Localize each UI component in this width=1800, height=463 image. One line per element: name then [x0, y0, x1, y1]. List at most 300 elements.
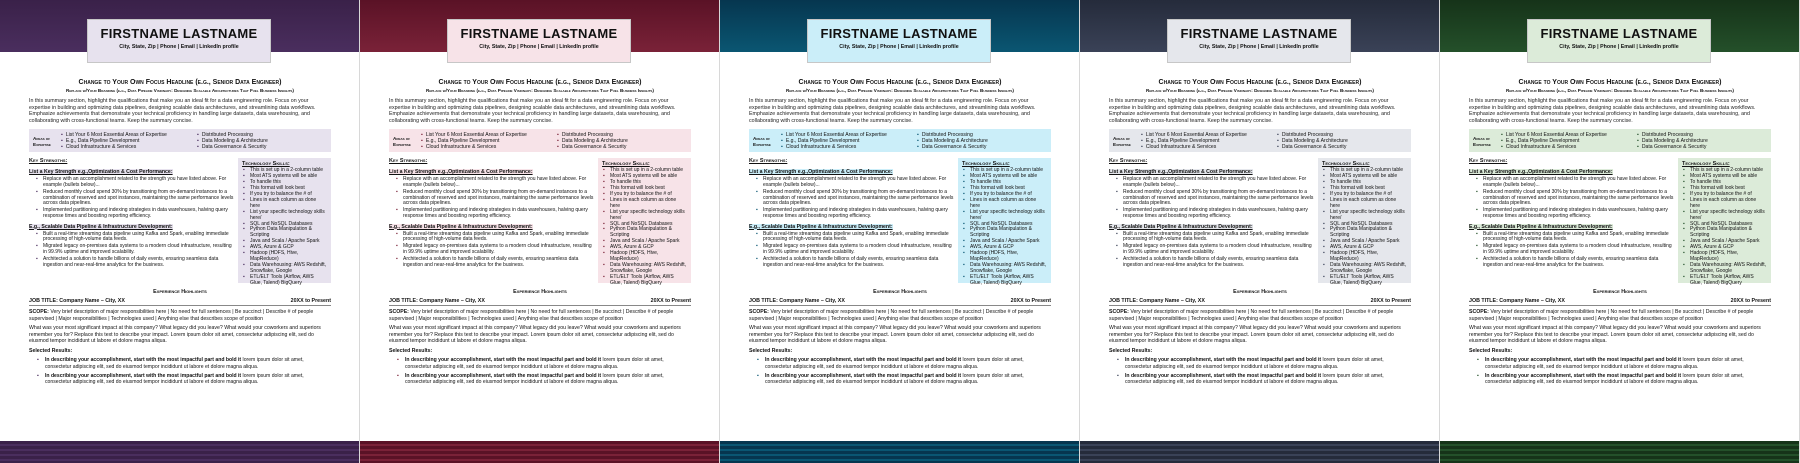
strength-bullet: ▪ Replace with an accomplishment related to the strength you have listed above. For example (bullets below)...	[43, 177, 234, 188]
strength-bullet: ▪ Built a real-time streaming data pipeline using Kafka and Spark, enabling immediate processing of high-volume data feeds.	[1123, 232, 1314, 243]
job-title-row	[1469, 298, 1771, 306]
result-bold: In describing your accomplishment, start with the most impactful part and bold it	[1485, 372, 1682, 379]
strength-heading-text: List a Key Strength e.g.,Optimization & Cost Performance:	[749, 169, 893, 176]
result-item	[1125, 373, 1411, 386]
tech-skill: ▪ SQL and NoSQL Databases	[605, 222, 687, 228]
strength-bullet: ▪ Built a real-time streaming data pipeline using Kafka and Spark, enabling immediate processing of high-volume data feeds.	[403, 232, 594, 243]
contact-line: City, State, Zip | Phone | Email | LinkedIn profile	[479, 44, 599, 50]
impact-paragraph: What was your most significant impact at this company? What legacy did you leave? What would your coworkers and superiors remember you for? Replace this text to describe your impact. Lorem ipsum dolor sit amet, consectetur adipiscing elit, sed do eiusmod tempor incididunt ut labore et dolore magna aliqua.	[1469, 325, 1761, 345]
scope-label: SCOPE:	[1109, 309, 1129, 316]
tech-skill: ▪ Data Warehousing: AWS Redshift, Snowflake, Google	[1325, 263, 1407, 275]
tech-skill: ▪ AWS, Azure & GCP	[1325, 245, 1407, 251]
tech-skill: ▪ Most ATS systems will be able	[245, 174, 327, 180]
key-strengths	[1109, 158, 1318, 283]
tech-skill: ▪ Hadoop (HDFS, Hive, MapReduce)	[1685, 251, 1767, 263]
resume-page-green	[1440, 0, 1800, 463]
name-box	[1167, 19, 1351, 63]
strength-bullet: ▪ Reduced monthly cloud spend 30% by transitioning from on-demand instances to a combination of reserved and spot instances, maintaining the same performance levels across data pipelines.	[763, 190, 954, 207]
footer-band	[0, 441, 359, 463]
result-item	[45, 357, 331, 370]
area-item: ▪ List Your 6 Most Essential Areas of Expertise	[61, 132, 191, 138]
area-item: ▪ Data Governance & Security	[197, 144, 327, 150]
strength-bullet: ▪ Reduced monthly cloud spend 30% by transitioning from on-demand instances to a combination of reserved and spot instances, maintaining the same performance levels across data pipelines.	[43, 190, 234, 207]
strength-bullet: ▪ Reduced monthly cloud spend 30% by transitioning from on-demand instances to a combination of reserved and spot instances, maintaining the same performance levels across data pipelines.	[403, 190, 594, 207]
tech-skill: ▪ Java and Scala / Apache Spark	[1685, 239, 1767, 245]
tech-skill: ▪ If you try to balance the # of	[1685, 192, 1767, 198]
strength-bullet: ▪ Built a real-time streaming data pipeline using Kafka and Spark, enabling immediate processing of high-volume data feeds.	[1483, 232, 1674, 243]
tech-skill: ▪ Most ATS systems will be able	[1685, 174, 1767, 180]
branding-statement: Replace w/Your Branding (e.g., Data Pipeline Visionary: Designing Scalable Architectures That Fuel Business Insights)	[1506, 88, 1734, 93]
scope-line	[1469, 309, 1771, 322]
strength-heading-text: E.g., Scalable Data Pipeline & Infrastructure Development:	[1469, 223, 1613, 230]
tech-skill: ▪ Most ATS systems will be able	[605, 174, 687, 180]
scope-text: Very brief description of major responsibilities here | No need for full sentences | Be succinct | Describe # of people supervised | Major responsibilities | Technologies used | Anything else that describes scope of position	[749, 309, 1034, 322]
summary-paragraph: In this summary section, highlight the qualifications that make you an ideal fit for a data engineering role. Focus on your expertise in building and optimizing data pipelines, designing scalable data architectures, and streamlining data workflows. Emphasize achievements that demonstrate your technical proficiency in handling large datasets, data warehousing, and collaborating with cross-functional teams. Keep the summary concise.	[29, 98, 316, 124]
tech-skill: ▪ If you try to balance the # of	[245, 192, 327, 198]
strength-heading	[1469, 224, 1674, 231]
results-list	[1485, 357, 1771, 385]
tech-skill: ▪ If you try to balance the # of	[1325, 192, 1407, 198]
result-bold: In describing your accomplishment, start with the most impactful part and bold it	[45, 372, 242, 379]
resume-page-purple	[0, 0, 360, 463]
tech-skill: ▪ This format will look best	[1685, 186, 1767, 192]
tech-skill: ▪ Python Data Manipulation & Scripting	[245, 227, 327, 239]
job-dates: 20XX to Present	[650, 298, 691, 305]
tech-heading: Technology Skills:	[1322, 161, 1370, 168]
strength-bullets	[403, 232, 594, 269]
tech-skill: ▪ If you try to balance the # of	[605, 192, 687, 198]
job-dates: 20XX to Present	[290, 298, 331, 305]
areas-grid	[61, 132, 327, 149]
strength-heading-text: E.g., Scalable Data Pipeline & Infrastructure Development:	[29, 223, 173, 230]
tech-skill: ▪ ETL/ELT Tools (Airflow, AWS Glue, Talend) BigQuery	[245, 275, 327, 287]
tech-skill: ▪ AWS, Azure & GCP	[965, 245, 1047, 251]
area-item: ▪ List Your 6 Most Essential Areas of Expertise	[1501, 132, 1631, 138]
summary-paragraph: In this summary section, highlight the qualifications that make you an ideal fit for a data engineering role. Focus on your expertise in building and optimizing data pipelines, designing scalable data architectures, and streamlining data workflows. Emphasize achievements that demonstrate your technical proficiency in handling large datasets, data warehousing, and collaborating with cross-functional teams. Keep the summary concise.	[1469, 98, 1756, 124]
tech-skill: ▪ This format will look best	[245, 186, 327, 192]
tech-skill: ▪ List your specific technology skills here/	[965, 210, 1047, 222]
scope-line	[29, 309, 331, 322]
key-strengths-heading: Key Strengths:	[749, 158, 788, 165]
technology-skills	[1318, 158, 1411, 286]
focus-headline: Change to Your Own Focus Headline (e.g., Senior Data Engineer)	[1518, 79, 1722, 86]
area-item: ▪ List Your 6 Most Essential Areas of Expertise	[781, 132, 911, 138]
result-text: lorem ipsum dolor sit amet, consectetur adipiscing elit, sed do eiusmod tempor incididunt ut labore et dolore magna aliqua.	[45, 372, 304, 386]
key-strengths-heading: Key Strengths:	[29, 158, 68, 165]
result-bold: In describing your accomplishment, start with the most impactful part and bold it	[1125, 372, 1322, 379]
tech-skill: ▪ To handle this	[1325, 180, 1407, 186]
result-text: lorem ipsum dolor sit amet, consectetur adipiscing elit, sed do eiusmod tempor incididunt ut labore et dolore magna aliqua.	[1125, 357, 1384, 370]
tech-skill: ▪ Most ATS systems will be able	[965, 174, 1047, 180]
footer-band	[720, 441, 1079, 463]
selected-results-label: Selected Results:	[749, 347, 793, 354]
tech-skill: ▪ ETL/ELT Tools (Airflow, AWS Glue, Talend) BigQuery	[1685, 275, 1767, 287]
strengths-and-skills	[1109, 158, 1411, 286]
area-item: ▪ Data Governance & Security	[1637, 144, 1767, 150]
result-item	[45, 373, 331, 386]
tech-heading: Technology Skills:	[962, 161, 1010, 168]
strengths-and-skills	[29, 158, 331, 286]
area-item: ▪ Data Modeling & Architecture	[1637, 138, 1767, 144]
strength-heading	[29, 224, 234, 231]
scope-text: Very brief description of major responsibilities here | No need for full sentences | Be succinct | Describe # of people supervised | Major responsibilities | Technologies used | Anything else that describes scope of position	[29, 309, 314, 322]
experience-heading: Experience Highlights	[153, 289, 207, 296]
footer-band	[1440, 441, 1799, 463]
area-item: ▪ Distributed Processing	[557, 132, 687, 138]
tech-skill: ▪ This is set up in a 2-column table	[605, 168, 687, 174]
tech-skill: ▪ Data Warehousing: AWS Redshift, Snowflake, Google	[605, 263, 687, 275]
scope-line	[1109, 309, 1411, 322]
result-text: lorem ipsum dolor sit amet, consectetur adipiscing elit, sed do eiusmod tempor incididunt ut labore et dolore magna aliqua.	[405, 372, 664, 386]
areas-of-expertise	[1469, 129, 1771, 152]
job-title: JOB TITLE: Company Name – City, XX	[1109, 298, 1205, 305]
experience-heading: Experience Highlights	[513, 289, 567, 296]
resume-content	[749, 78, 1051, 386]
strength-bullet: ▪ Architected a solution to handle billions of daily events, ensuring seamless data ingestion and near-real-time analytics for the business.	[403, 257, 594, 268]
strength-bullet: ▪ Architected a solution to handle billions of daily events, ensuring seamless data ingestion and near-real-time analytics for the business.	[763, 257, 954, 268]
tech-skill: ▪ Lines in each column as done here	[1685, 198, 1767, 210]
areas-grid	[1501, 132, 1767, 149]
strength-bullets	[763, 232, 954, 269]
focus-headline: Change to Your Own Focus Headline (e.g., Senior Data Engineer)	[438, 79, 642, 86]
key-strengths	[749, 158, 958, 283]
area-item: ▪ Distributed Processing	[917, 132, 1047, 138]
resume-content	[1109, 78, 1411, 386]
tech-skill: ▪ AWS, Azure & GCP	[245, 245, 327, 251]
strength-bullet: ▪ Replace with an accomplishment related to the strength you have listed above. For example (bullets below)...	[403, 177, 594, 188]
tech-skill: ▪ SQL and NoSQL Databases	[1685, 222, 1767, 228]
job-title: JOB TITLE: Company Name – City, XX	[389, 298, 485, 305]
strengths-and-skills	[389, 158, 691, 286]
experience-heading: Experience Highlights	[873, 289, 927, 296]
areas-of-expertise	[29, 129, 331, 152]
strength-heading	[1109, 169, 1314, 176]
tech-skill: ▪ To handle this	[245, 180, 327, 186]
strength-heading-text: E.g., Scalable Data Pipeline & Infrastructure Development:	[1109, 223, 1253, 230]
tech-skill: ▪ List your specific technology skills here/	[605, 210, 687, 222]
resume-content	[1469, 78, 1771, 386]
tech-skill: ▪ Java and Scala / Apache Spark	[245, 239, 327, 245]
strength-heading	[1469, 169, 1674, 176]
selected-results-label: Selected Results:	[1109, 347, 1153, 354]
tech-skill: ▪ Data Warehousing: AWS Redshift, Snowflake, Google	[965, 263, 1047, 275]
candidate-name: FIRSTNAME LASTNAME	[1540, 26, 1698, 41]
contact-line: City, State, Zip | Phone | Email | LinkedIn profile	[1199, 44, 1319, 50]
strength-heading-text: List a Key Strength e.g.,Optimization & Cost Performance:	[29, 169, 173, 176]
scope-label: SCOPE:	[749, 309, 769, 316]
strength-bullet: ▪ Migrated legacy on-premises data systems to a modern cloud infrastructure, resulting in 99.9% uptime and improved scalability.	[403, 244, 594, 255]
strength-bullets	[1123, 177, 1314, 219]
impact-paragraph: What was your most significant impact at this company? What legacy did you leave? What would your coworkers and superiors remember you for? Replace this text to describe your impact. Lorem ipsum dolor sit amet, consectetur adipiscing elit, sed do eiusmod tempor incididunt ut labore et dolore magna aliqua.	[749, 325, 1041, 345]
tech-skill: ▪ SQL and NoSQL Databases	[245, 222, 327, 228]
areas-grid	[781, 132, 1047, 149]
tech-skill-list	[1685, 168, 1767, 286]
name-box	[87, 19, 271, 63]
areas-label: Areas of Expertise	[753, 136, 771, 147]
experience-heading: Experience Highlights	[1593, 289, 1647, 296]
result-text: lorem ipsum dolor sit amet, consectetur adipiscing elit, sed do eiusmod tempor incididunt ut labore et dolore magna aliqua.	[765, 357, 1024, 370]
tech-skill: ▪ Hadoop (HDFS, Hive, MapReduce)	[245, 251, 327, 263]
area-item: ▪ E.g., Data Pipeline Development	[1141, 138, 1271, 144]
strength-heading	[1109, 224, 1314, 231]
tech-skill: ▪ Most ATS systems will be able	[1325, 174, 1407, 180]
strength-bullet: ▪ Architected a solution to handle billions of daily events, ensuring seamless data ingestion and near-real-time analytics for the business.	[43, 257, 234, 268]
areas-label: Areas of Expertise	[1113, 136, 1131, 147]
tech-skill: ▪ Java and Scala / Apache Spark	[965, 239, 1047, 245]
areas-label: Areas of Expertise	[1473, 136, 1491, 147]
technology-skills	[598, 158, 691, 286]
job-title-row	[1109, 298, 1411, 306]
technology-skills	[1678, 158, 1771, 286]
tech-skill: ▪ This format will look best	[605, 186, 687, 192]
tech-skill: ▪ Data Warehousing: AWS Redshift, Snowflake, Google	[245, 263, 327, 275]
strength-heading	[389, 169, 594, 176]
result-bold: In describing your accomplishment, start with the most impactful part and bold it	[765, 357, 962, 364]
strength-bullets	[43, 177, 234, 219]
area-item: ▪ Distributed Processing	[1277, 132, 1407, 138]
resume-page-teal	[720, 0, 1080, 463]
area-item: ▪ E.g., Data Pipeline Development	[421, 138, 551, 144]
tech-skill: ▪ To handle this	[605, 180, 687, 186]
result-text: lorem ipsum dolor sit amet, consectetur adipiscing elit, sed do eiusmod tempor incididunt ut labore et dolore magna aliqua.	[405, 357, 664, 370]
area-item: ▪ Data Governance & Security	[917, 144, 1047, 150]
summary-paragraph: In this summary section, highlight the qualifications that make you an ideal fit for a data engineering role. Focus on your expertise in building and optimizing data pipelines, designing scalable data architectures, and streamlining data workflows. Emphasize achievements that demonstrate your technical proficiency in handling large datasets, data warehousing, and collaborating with cross-functional teams. Keep the summary concise.	[1109, 98, 1396, 124]
job-dates: 20XX to Present	[1370, 298, 1411, 305]
branding-statement: Replace w/Your Branding (e.g., Data Pipeline Visionary: Designing Scalable Architectures That Fuel Business Insights)	[66, 88, 294, 93]
tech-skill: ▪ Lines in each column as done here	[965, 198, 1047, 210]
tech-skill: ▪ Java and Scala / Apache Spark	[1325, 239, 1407, 245]
strength-bullet: ▪ Implemented partitioning and indexing strategies in data warehouses, halving query response times and boosting reporting efficiency.	[43, 208, 234, 219]
strength-bullets	[43, 232, 234, 269]
result-bold: In describing your accomplishment, start with the most impactful part and bold it	[45, 357, 242, 364]
strength-heading-text: E.g., Scalable Data Pipeline & Infrastructure Development:	[389, 223, 533, 230]
area-item: ▪ Cloud Infrastructure & Services	[1141, 144, 1271, 150]
areas-of-expertise	[1109, 129, 1411, 152]
key-strengths-heading: Key Strengths:	[1109, 158, 1148, 165]
area-item: ▪ Data Modeling & Architecture	[557, 138, 687, 144]
tech-skill: ▪ This is set up in a 2-column table	[965, 168, 1047, 174]
branding-statement: Replace w/Your Branding (e.g., Data Pipeline Visionary: Designing Scalable Architectures That Fuel Business Insights)	[1146, 88, 1374, 93]
strength-bullet: ▪ Built a real-time streaming data pipeline using Kafka and Spark, enabling immediate processing of high-volume data feeds.	[763, 232, 954, 243]
areas-label: Areas of Expertise	[393, 136, 411, 147]
impact-paragraph: What was your most significant impact at this company? What legacy did you leave? What would your coworkers and superiors remember you for? Replace this text to describe your impact. Lorem ipsum dolor sit amet, consectetur adipiscing elit, sed do eiusmod tempor incididunt ut labore et dolore magna aliqua.	[1109, 325, 1401, 345]
key-strengths	[1469, 158, 1678, 283]
result-bold: In describing your accomplishment, start with the most impactful part and bold it	[765, 372, 962, 379]
focus-headline: Change to Your Own Focus Headline (e.g., Senior Data Engineer)	[78, 79, 282, 86]
area-item: ▪ List Your 6 Most Essential Areas of Expertise	[421, 132, 551, 138]
results-list	[405, 357, 691, 385]
strength-heading-text: E.g., Scalable Data Pipeline & Infrastructure Development:	[749, 223, 893, 230]
strength-bullets	[763, 177, 954, 219]
area-item: ▪ Cloud Infrastructure & Services	[421, 144, 551, 150]
areas-of-expertise	[389, 129, 691, 152]
tech-skill: ▪ Hadoop (HDFS, Hive, MapReduce)	[965, 251, 1047, 263]
areas-label: Areas of Expertise	[33, 136, 51, 147]
strength-bullet: ▪ Reduced monthly cloud spend 30% by transitioning from on-demand instances to a combination of reserved and spot instances, maintaining the same performance levels across data pipelines.	[1483, 190, 1674, 207]
selected-results-label: Selected Results:	[29, 347, 73, 354]
strength-heading	[29, 169, 234, 176]
result-bold: In describing your accomplishment, start with the most impactful part and bold it	[1125, 357, 1322, 364]
strength-bullets	[1483, 177, 1674, 219]
result-text: lorem ipsum dolor sit amet, consectetur adipiscing elit, sed do eiusmod tempor incididunt ut labore et dolore magna aliqua.	[1125, 372, 1384, 386]
strength-bullet: ▪ Implemented partitioning and indexing strategies in data warehouses, halving query response times and boosting reporting efficiency.	[763, 208, 954, 219]
area-item: ▪ Cloud Infrastructure & Services	[1501, 144, 1631, 150]
impact-paragraph: What was your most significant impact at this company? What legacy did you leave? What would your coworkers and superiors remember you for? Replace this text to describe your impact. Lorem ipsum dolor sit amet, consectetur adipiscing elit, sed do eiusmod tempor incididunt ut labore et dolore magna aliqua.	[29, 325, 321, 345]
scope-line	[389, 309, 691, 322]
strength-heading-text: List a Key Strength e.g.,Optimization & Cost Performance:	[389, 169, 533, 176]
tech-skill: ▪ List your specific technology skills here/	[245, 210, 327, 222]
result-text: lorem ipsum dolor sit amet, consectetur adipiscing elit, sed do eiusmod tempor incididunt ut labore et dolore magna aliqua.	[1485, 372, 1744, 386]
result-item	[405, 373, 691, 386]
strengths-and-skills	[749, 158, 1051, 286]
focus-headline: Change to Your Own Focus Headline (e.g., Senior Data Engineer)	[798, 79, 1002, 86]
name-box	[807, 19, 991, 63]
strength-bullet: ▪ Architected a solution to handle billions of daily events, ensuring seamless data ingestion and near-real-time analytics for the business.	[1483, 257, 1674, 268]
result-text: lorem ipsum dolor sit amet, consectetur adipiscing elit, sed do eiusmod tempor incididunt ut labore et dolore magna aliqua.	[45, 357, 304, 370]
tech-skill: ▪ AWS, Azure & GCP	[1685, 245, 1767, 251]
strength-heading	[749, 169, 954, 176]
resume-page-burgundy	[360, 0, 720, 463]
strength-heading-text: List a Key Strength e.g.,Optimization & Cost Performance:	[1109, 169, 1253, 176]
scope-text: Very brief description of major responsibilities here | No need for full sentences | Be succinct | Describe # of people supervised | Major responsibilities | Technologies used | Anything else that describes scope of position	[389, 309, 674, 322]
selected-results-label: Selected Results:	[1469, 347, 1513, 354]
tech-skill: ▪ List your specific technology skills here/	[1325, 210, 1407, 222]
area-item: ▪ E.g., Data Pipeline Development	[61, 138, 191, 144]
selected-results-label: Selected Results:	[389, 347, 433, 354]
job-title: JOB TITLE: Company Name – City, XX	[29, 298, 125, 305]
result-bold: In describing your accomplishment, start with the most impactful part and bold it	[405, 357, 602, 364]
impact-paragraph: What was your most significant impact at this company? What legacy did you leave? What would your coworkers and superiors remember you for? Replace this text to describe your impact. Lorem ipsum dolor sit amet, consectetur adipiscing elit, sed do eiusmod tempor incididunt ut labore et dolore magna aliqua.	[389, 325, 681, 345]
strength-bullet: ▪ Implemented partitioning and indexing strategies in data warehouses, halving query response times and boosting reporting efficiency.	[1483, 208, 1674, 219]
experience-heading: Experience Highlights	[1233, 289, 1287, 296]
area-item: ▪ Cloud Infrastructure & Services	[781, 144, 911, 150]
area-item: ▪ Data Governance & Security	[1277, 144, 1407, 150]
strength-bullets	[403, 177, 594, 219]
tech-skill: ▪ This is set up in a 2-column table	[245, 168, 327, 174]
tech-skill: ▪ Hadoop (HDFS, Hive, MapReduce)	[605, 251, 687, 263]
result-text: lorem ipsum dolor sit amet, consectetur adipiscing elit, sed do eiusmod tempor incididunt ut labore et dolore magna aliqua.	[1485, 357, 1744, 370]
tech-heading: Technology Skills:	[1682, 161, 1730, 168]
areas-grid	[1141, 132, 1407, 149]
tech-skill: ▪ ETL/ELT Tools (Airflow, AWS Glue, Talend) BigQuery	[965, 275, 1047, 287]
strength-bullets	[1483, 232, 1674, 269]
strength-bullet: ▪ Implemented partitioning and indexing strategies in data warehouses, halving query response times and boosting reporting efficiency.	[1123, 208, 1314, 219]
resume-content	[389, 78, 691, 386]
areas-grid	[421, 132, 687, 149]
tech-skill: ▪ This is set up in a 2-column table	[1685, 168, 1767, 174]
name-box	[1527, 19, 1711, 63]
strength-bullet: ▪ Replace with an accomplishment related to the strength you have listed above. For example (bullets below)...	[763, 177, 954, 188]
job-title-row	[389, 298, 691, 306]
result-item	[765, 357, 1051, 370]
tech-heading: Technology Skills:	[602, 161, 650, 168]
summary-paragraph: In this summary section, highlight the qualifications that make you an ideal fit for a data engineering role. Focus on your expertise in building and optimizing data pipelines, designing scalable data architectures, and streamlining data workflows. Emphasize achievements that demonstrate your technical proficiency in handling large datasets, data warehousing, and collaborating with cross-functional teams. Keep the summary concise.	[389, 98, 676, 124]
branding-statement: Replace w/Your Branding (e.g., Data Pipeline Visionary: Designing Scalable Architectures That Fuel Business Insights)	[426, 88, 654, 93]
area-item: ▪ List Your 6 Most Essential Areas of Expertise	[1141, 132, 1271, 138]
scope-label: SCOPE:	[29, 309, 49, 316]
scope-line	[749, 309, 1051, 322]
tech-skill: ▪ Lines in each column as done here	[245, 198, 327, 210]
key-strengths-heading: Key Strengths:	[389, 158, 428, 165]
result-item	[765, 373, 1051, 386]
tech-skill: ▪ This format will look best	[1325, 186, 1407, 192]
tech-skill: ▪ SQL and NoSQL Databases	[1325, 222, 1407, 228]
tech-skill: ▪ List your specific technology skills here/	[1685, 210, 1767, 222]
results-list	[765, 357, 1051, 385]
job-dates: 20XX to Present	[1730, 298, 1771, 305]
tech-skill: ▪ SQL and NoSQL Databases	[965, 222, 1047, 228]
tech-skill: ▪ This format will look best	[965, 186, 1047, 192]
tech-skill: ▪ Lines in each column as done here	[1325, 198, 1407, 210]
tech-skill: ▪ Python Data Manipulation & Scripting	[1685, 227, 1767, 239]
job-dates: 20XX to Present	[1010, 298, 1051, 305]
job-title: JOB TITLE: Company Name – City, XX	[749, 298, 845, 305]
results-list	[45, 357, 331, 385]
strength-bullet: ▪ Migrated legacy on-premises data systems to a modern cloud infrastructure, resulting in 99.9% uptime and improved scalability.	[1483, 244, 1674, 255]
name-box	[447, 19, 631, 63]
strength-bullet: ▪ Migrated legacy on-premises data systems to a modern cloud infrastructure, resulting in 99.9% uptime and improved scalability.	[43, 244, 234, 255]
strengths-and-skills	[1469, 158, 1771, 286]
contact-line: City, State, Zip | Phone | Email | LinkedIn profile	[119, 44, 239, 50]
result-text: lorem ipsum dolor sit amet, consectetur adipiscing elit, sed do eiusmod tempor incididunt ut labore et dolore magna aliqua.	[765, 372, 1024, 386]
areas-of-expertise	[749, 129, 1051, 152]
result-item	[1125, 357, 1411, 370]
area-item: ▪ E.g., Data Pipeline Development	[781, 138, 911, 144]
area-item: ▪ Data Governance & Security	[557, 144, 687, 150]
candidate-name: FIRSTNAME LASTNAME	[1180, 26, 1338, 41]
tech-skill: ▪ Java and Scala / Apache Spark	[605, 239, 687, 245]
focus-headline: Change to Your Own Focus Headline (e.g., Senior Data Engineer)	[1158, 79, 1362, 86]
strength-heading	[389, 224, 594, 231]
strength-bullet: ▪ Architected a solution to handle billions of daily events, ensuring seamless data ingestion and near-real-time analytics for the business.	[1123, 257, 1314, 268]
resume-content	[29, 78, 331, 386]
area-item: ▪ Data Modeling & Architecture	[917, 138, 1047, 144]
job-title: JOB TITLE: Company Name – City, XX	[1469, 298, 1565, 305]
tech-skill-list	[605, 168, 687, 286]
technology-skills	[958, 158, 1051, 286]
summary-paragraph: In this summary section, highlight the qualifications that make you an ideal fit for a data engineering role. Focus on your expertise in building and optimizing data pipelines, designing scalable data architectures, and streamlining data workflows. Emphasize achievements that demonstrate your technical proficiency in handling large datasets, data warehousing, and collaborating with cross-functional teams. Keep the summary concise.	[749, 98, 1036, 124]
scope-label: SCOPE:	[1469, 309, 1489, 316]
strength-bullet: ▪ Migrated legacy on-premises data systems to a modern cloud infrastructure, resulting in 99.9% uptime and improved scalability.	[763, 244, 954, 255]
result-item	[405, 357, 691, 370]
tech-skill: ▪ Python Data Manipulation & Scripting	[1325, 227, 1407, 239]
tech-skill: ▪ AWS, Azure & GCP	[605, 245, 687, 251]
tech-skill: ▪ ETL/ELT Tools (Airflow, AWS Glue, Talend) BigQuery	[605, 275, 687, 287]
contact-line: City, State, Zip | Phone | Email | LinkedIn profile	[1559, 44, 1679, 50]
tech-skill: ▪ This is set up in a 2-column table	[1325, 168, 1407, 174]
candidate-name: FIRSTNAME LASTNAME	[820, 26, 978, 41]
tech-skill: ▪ To handle this	[965, 180, 1047, 186]
candidate-name: FIRSTNAME LASTNAME	[460, 26, 618, 41]
strength-bullet: ▪ Reduced monthly cloud spend 30% by transitioning from on-demand instances to a combination of reserved and spot instances, maintaining the same performance levels across data pipelines.	[1123, 190, 1314, 207]
key-strengths	[389, 158, 598, 283]
result-bold: In describing your accomplishment, start with the most impactful part and bold it	[1485, 357, 1682, 364]
tech-skill: ▪ Lines in each column as done here	[605, 198, 687, 210]
area-item: ▪ Data Modeling & Architecture	[1277, 138, 1407, 144]
tech-skill-list	[1325, 168, 1407, 286]
scope-text: Very brief description of major responsibilities here | No need for full sentences | Be succinct | Describe # of people supervised | Major responsibilities | Technologies used | Anything else that describes scope of position	[1109, 309, 1394, 322]
area-item: ▪ Distributed Processing	[1637, 132, 1767, 138]
tech-skill-list	[245, 168, 327, 286]
tech-skill: ▪ If you try to balance the # of	[965, 192, 1047, 198]
job-title-row	[749, 298, 1051, 306]
candidate-name: FIRSTNAME LASTNAME	[100, 26, 258, 41]
area-item: ▪ Distributed Processing	[197, 132, 327, 138]
scope-label: SCOPE:	[389, 309, 409, 316]
tech-skill-list	[965, 168, 1047, 286]
footer-band	[1080, 441, 1439, 463]
strength-bullets	[1123, 232, 1314, 269]
